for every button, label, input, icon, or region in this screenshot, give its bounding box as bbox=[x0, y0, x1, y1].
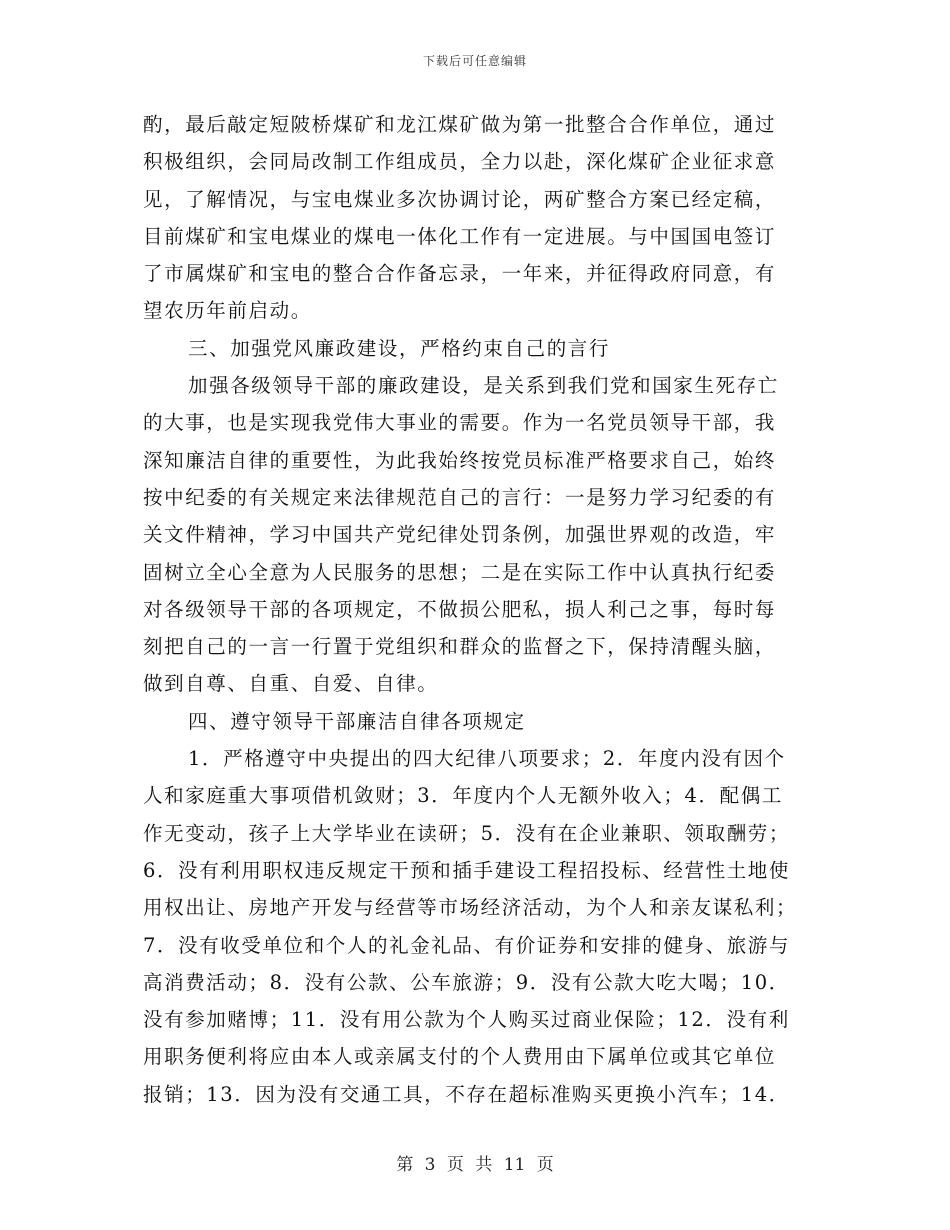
text-line: 刻把自己的一言一行置于党组织和群众的监督之下，保持清醒头脑， bbox=[143, 635, 777, 659]
text-line: 望农历年前启动。 bbox=[143, 299, 312, 323]
text-line: 固树立全心全意为人民服务的思想；二是在实际工作中认真执行纪委 bbox=[143, 560, 777, 584]
text-line: 用职务便利将应由本人或亲属支付的个人费用由下属单位或其它单位 bbox=[143, 1045, 777, 1069]
text-line: 高消费活动；8．没有公款、公车旅游；9．没有公款大吃大喝；10． bbox=[143, 970, 790, 994]
text-line: 见，了解情况，与宝电煤业多次协调讨论，两矿整合方案已经定稿， bbox=[143, 187, 777, 211]
document-body bbox=[143, 106, 811, 1113]
text-line: 深知廉洁自律的重要性，为此我始终按党员标准严格要求自己，始终 bbox=[143, 448, 777, 472]
text-line: 人和家庭重大事项借机敛财；3．年度内个人无额外收入；4．配偶工 bbox=[143, 784, 783, 808]
text-line: 做到自尊、自重、自爱、自律。 bbox=[143, 672, 439, 696]
text-line: 按中纪委的有关规定来法律规范自己的言行：一是努力学习纪委的有 bbox=[143, 485, 777, 509]
page-footer: 第 3 页 共 11 页 bbox=[396, 1155, 554, 1175]
text-line: 6．没有利用职权违反规定干预和插手建设工程招投标、经营性土地使 bbox=[143, 858, 791, 882]
text-line: 三、加强党风廉政建设，严格约束自己的言行 bbox=[188, 336, 611, 360]
text-line: 报销；13．因为没有交通工具，不存在超标准购买更换小汽车；14． bbox=[143, 1082, 790, 1106]
text-line: 没有参加赌博；11．没有用公款为个人购买过商业保险；12．没有利 bbox=[143, 1008, 790, 1032]
text-line: 了市属煤矿和宝电的整合合作备忘录，一年来，并征得政府同意，有 bbox=[143, 262, 777, 286]
text-line: 7．没有收受单位和个人的礼金礼品、有价证券和安排的健身、旅游与 bbox=[143, 933, 791, 957]
page-header: 下载后可任意编辑 bbox=[422, 54, 527, 68]
text-line: 目前煤矿和宝电煤业的煤电一体化工作有一定进展。与中国国电签订 bbox=[143, 224, 777, 248]
text-line: 四、遵守领导干部廉洁自律各项规定 bbox=[188, 709, 526, 733]
text-line: 加强各级领导干部的廉政建设，是关系到我们党和国家生死存亡 bbox=[188, 374, 779, 398]
text-line: 的大事，也是实现我党伟大事业的需要。作为一名党员领导干部，我 bbox=[143, 411, 777, 435]
text-line: 用权出让、房地产开发与经营等市场经济活动，为个人和亲友谋私利； bbox=[143, 896, 798, 920]
text-line: 1．严格遵守中央提出的四大纪律八项要求；2．年度内没有因个 bbox=[188, 747, 786, 771]
text-line: 作无变动，孩子上大学毕业在读研；5．没有在企业兼职、领取酬劳； bbox=[143, 821, 791, 845]
text-line: 对各级领导干部的各项规定，不做损公肥私，损人利己之事，每时每 bbox=[143, 597, 777, 621]
text-line: 酌，最后敲定短陂桥煤矿和龙江煤矿做为第一批整合合作单位，通过 bbox=[143, 113, 777, 136]
text-line: 积极组织，会同局改制工作组成员，全力以赴，深化煤矿企业征求意 bbox=[143, 150, 777, 174]
text-line: 关文件精神，学习中国共产党纪律处罚条例，加强世界观的改造，牢 bbox=[143, 523, 777, 547]
